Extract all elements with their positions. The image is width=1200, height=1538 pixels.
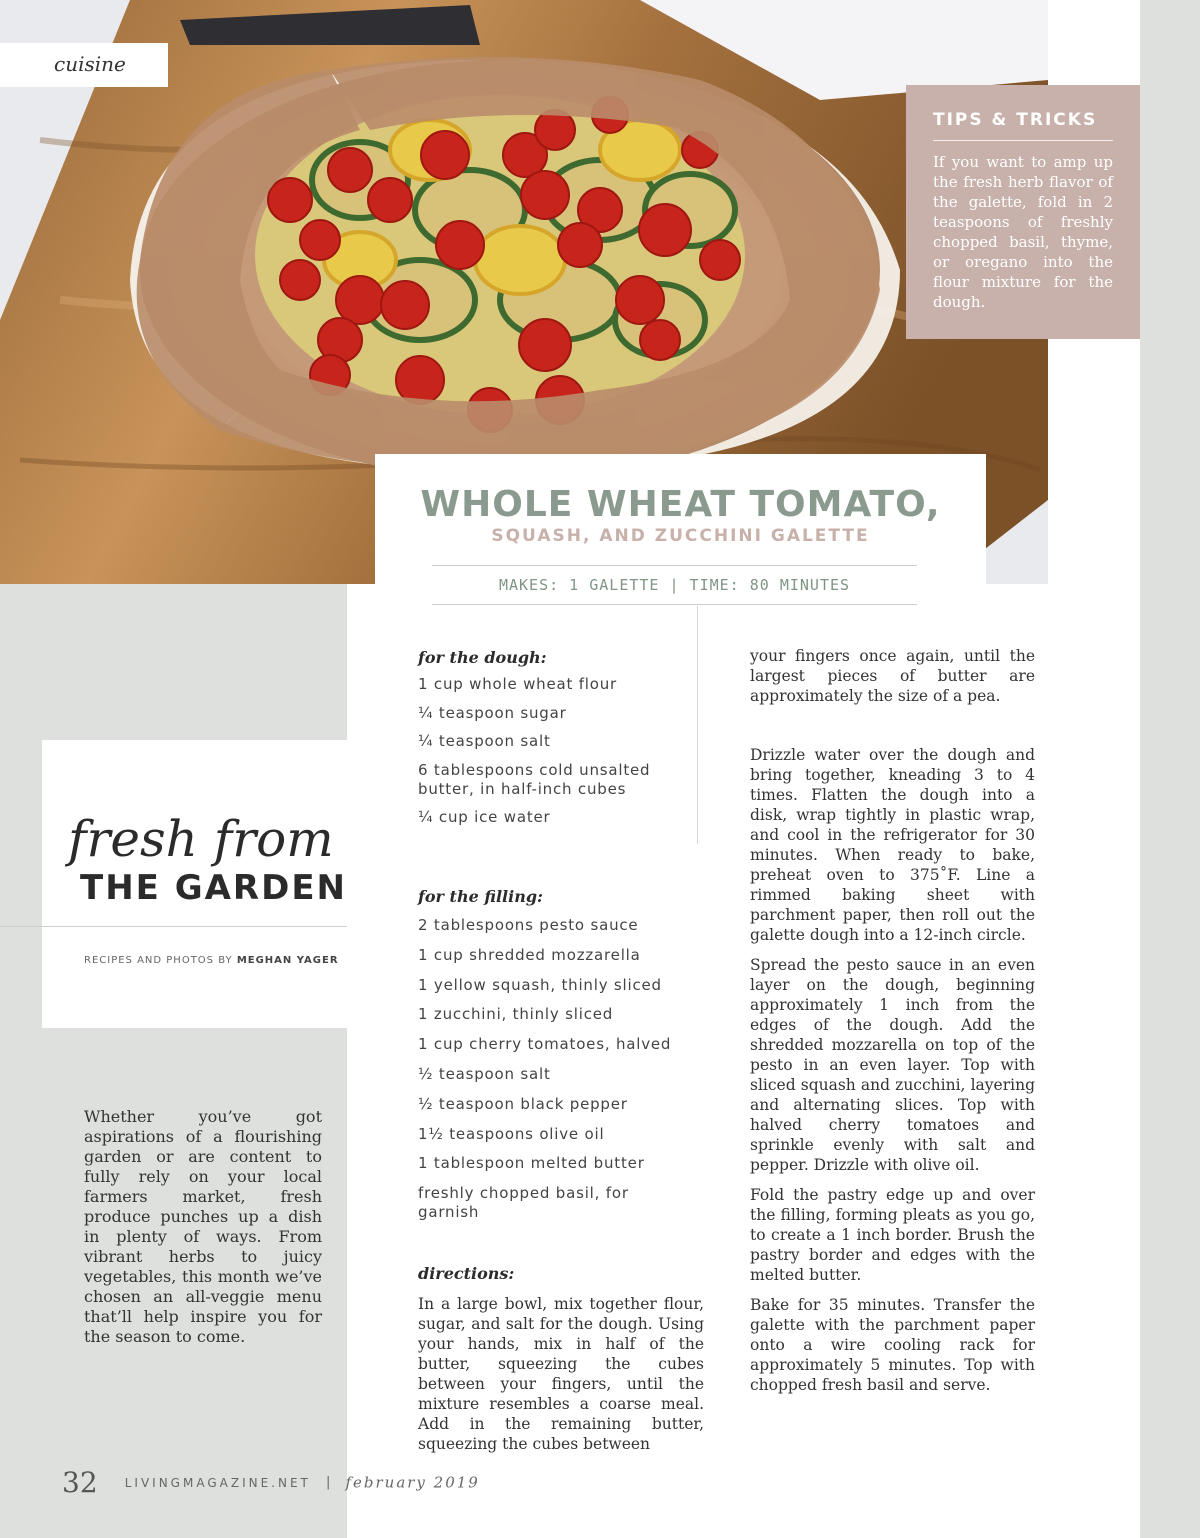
recipe-makes: MAKES: 1 GALETTE [498,576,660,594]
feature-divider [0,926,347,927]
title-divider-bottom [432,604,917,605]
directions-paragraph: your fingers once again, until the largest pieces of butter are approximately the size of a pea. [750,647,1035,705]
footer-separator: | [325,1475,331,1490]
directions-continued [750,646,1035,706]
recipe-title: WHOLE WHEAT TOMATO, [420,484,941,525]
left-background-panel [0,584,347,1538]
directions-paragraph: Bake for 35 minutes. Transfer the galette with the parchment paper onto a wire cooling rack for approximately 5 minutes. Top with chopped fresh basil and serve. [750,1296,1035,1394]
directions-left-column [418,1294,704,1454]
feature-card [42,740,347,1028]
section-tag [0,43,168,87]
directions-paragraph: Fold the pastry edge up and over the filling, forming pleats as you go, to create a 1 inch border. Brush the pastry border and edges with the melted butter. [750,1186,1035,1284]
ingredient-item: 1 tablespoon melted butter [418,1154,645,1173]
ingredient-item: 1 cup cherry tomatoes, halved [418,1035,672,1054]
filling-heading: for the filling: [418,887,543,906]
page-number: 32 [62,1466,98,1499]
directions-paragraph: Spread the pesto sauce in an even layer on the dough, beginning approximately 1 inch from the edges of the dough. Add the shredded mozzarella on top of the pesto in an even layer. Top with sliced squash and zucchini, layering and alternating slices. Top with halved cherry tomatoes and sprinkle evenly with salt and pepper. Drizzle with olive oil. [750,956,1035,1174]
credit-name: MEGHAN YAGER [236,955,339,966]
recipe-yield-line [432,576,917,594]
ingredient-item: 1½ teaspoons olive oil [418,1124,605,1143]
tips-title: TIPS & TRICKS [933,110,1098,130]
tips-body: If you want to amp up the fresh herb flavor of the galette, fold in 2 teaspoons of freshly chopped basil, thyme, or oregano into the flour mixture for the dough. [933,153,1113,311]
section-label: cuisine [54,52,126,76]
intro-paragraph: Whether you’ve got aspirations of a flourishing garden or are content to fully rely on your local farmers market, fresh produce punches up a dish in plenty of ways. From vibrant herbs to juicy vegetables, this month we’ve chosen an all-veggie menu that’ll help inspire you for the season to come. [84,1107,322,1346]
ingredient-item: freshly chopped basil, for garnish [418,1184,629,1222]
filling-ingredients [418,887,688,1233]
filling-list [418,916,688,1222]
directions-paragraph: In a large bowl, mix together flour, sugar, and salt for the dough. Using your hands, mix in half of the butter, squeezing the cubes between your fingers, until the mixture resembles a coarse meal. Add in the remaining butter, squeezing the cubes between [418,1295,704,1453]
ingredient-item: ¼ cup ice water [418,808,551,826]
ingredient-item: ½ teaspoon salt [418,1064,551,1083]
feature-credit [84,955,339,966]
feature-script-title: fresh from [68,810,334,868]
credit-prefix: RECIPES AND PHOTOS BY [84,955,233,966]
directions-right-column [750,745,1035,1405]
dough-ingredients [418,648,688,837]
ingredient-item: 6 tablespoons cold unsalted butter, in half-inch cubes [418,760,651,798]
column-divider [697,606,698,844]
ingredient-item: 1 cup whole wheat flour [418,675,618,693]
ingredient-item: ¼ teaspoon salt [418,732,551,750]
recipe-meta-separator: | [669,576,680,594]
recipe-subtitle: SQUASH, AND ZUCCHINI GALETTE [491,526,870,546]
ingredient-item: 2 tablespoons pesto sauce [418,916,639,934]
dough-list [418,675,688,827]
directions-paragraph: Drizzle water over the dough and bring together, kneading 3 to 4 times. Flatten the dough into a disk, wrap tightly in plastic wrap, and cool in the refrigerator for 30 minutes. When ready to bake, preheat oven to 375˚F. Line a rimmed baking sheet with parchment paper, then roll out the galette dough into a 12-inch circle. [750,746,1035,944]
footer-site: LIVINGMAGAZINE.NET [124,1475,311,1490]
page-footer [62,1466,480,1502]
ingredient-item: 1 yellow squash, thinly sliced [418,975,662,994]
ingredient-item: ½ teaspoon black pepper [418,1094,628,1113]
tips-box [906,85,1140,339]
recipe-time: TIME: 80 MINUTES [689,576,851,594]
ingredient-item: 1 zucchini, thinly sliced [418,1005,614,1024]
ingredient-item: 1 cup shredded mozzarella [418,945,641,964]
feature-title: THE GARDEN [80,868,348,908]
directions-heading: directions: [418,1264,515,1283]
footer-issue: february 2019 [345,1473,480,1492]
right-background-strip [1140,0,1200,1538]
dough-heading: for the dough: [418,648,547,667]
title-divider-top [432,565,917,566]
tips-divider [933,140,1113,141]
ingredient-item: ¼ teaspoon sugar [418,703,567,722]
